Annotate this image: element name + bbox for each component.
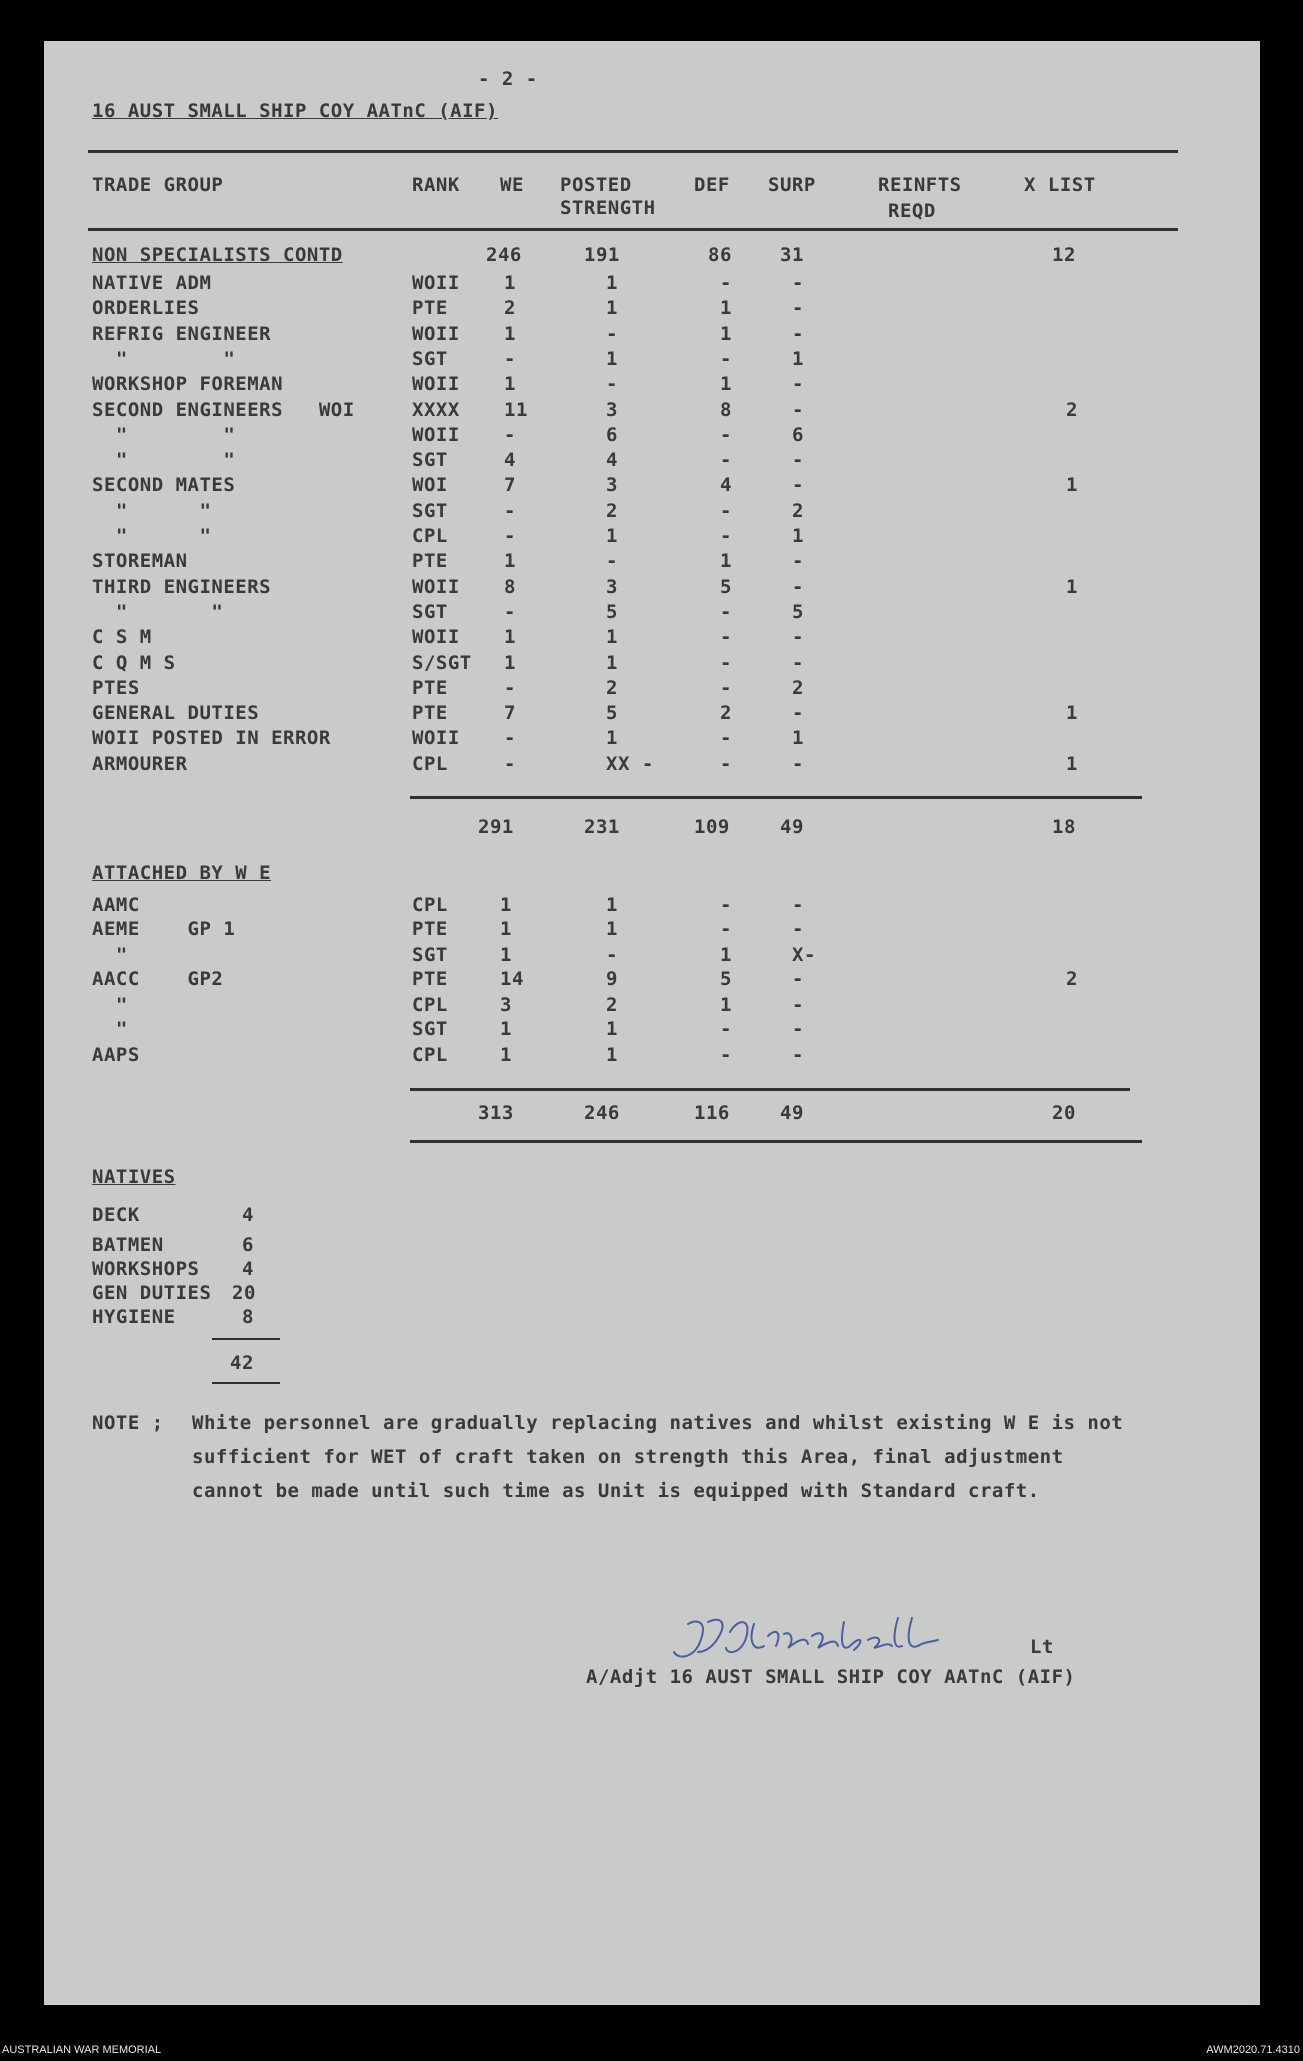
we-cell: 1 [500,1044,512,1066]
def-cell: - [720,894,732,916]
posted-cell: 2 [606,676,618,699]
posted-cell: 2 [606,499,618,522]
surp-cell: 5 [792,600,804,623]
rank-cell: PTE [412,676,448,699]
posted-cell: XX - [606,752,654,775]
we-cell: - [504,600,516,623]
header-rule-bottom [88,228,1178,231]
rank-cell: PTE [412,702,448,725]
we-cell: 7 [504,702,516,725]
def-cell: 1 [720,994,732,1016]
trade-cell: GENERAL DUTIES [92,702,260,725]
surp-cell: - [792,651,804,674]
surp-cell: - [792,449,804,472]
we-cell: 1 [500,918,512,940]
def-cell: - [720,347,732,370]
posted-cell: 4 [606,449,618,472]
surp-cell: - [792,894,804,916]
we-cell: 1 [500,1018,512,1040]
we-cell: 1 [504,651,516,674]
surp-cell: 2 [792,499,804,522]
header-rank: RANK [412,174,460,196]
posted-cell: 1 [606,651,618,674]
rank-cell: WOI [412,474,448,497]
surp-cell: 6 [792,423,804,446]
header-we: WE [500,174,524,196]
posted-cell: - [606,322,618,345]
rank-cell: WOII [412,272,460,294]
def-cell: - [720,651,732,674]
page-number: - 2 - [478,68,538,90]
def-cell: 5 [720,575,732,598]
rank-cell: WOII [412,727,460,750]
def-cell: - [720,1044,732,1066]
trade-cell: ORDERLIES [92,297,200,320]
surp-cell: X- [792,944,816,966]
def-cell: - [720,499,732,522]
def-cell: 1 [720,297,732,320]
trade-cell: AEME GP 1 [92,918,236,940]
rank-cell: WOII [412,626,460,649]
surp-cell: - [792,575,804,598]
surp-cell: - [792,373,804,396]
posted-cell: 1 [606,1018,618,1040]
rank-cell: SGT [412,347,448,370]
total1-surp: 49 [780,816,804,838]
surp-cell: - [792,474,804,497]
trade-cell: C S M [92,626,152,649]
note-line-2: sufficient for WET of craft taken on strength this Area, final adjustment [192,1446,1064,1468]
posted-cell: - [606,944,618,966]
note-line-1: White personnel are gradually replacing natives and whilst existing W E is not [192,1412,1124,1434]
rank-cell: PTE [412,297,448,320]
trade-cell: " [92,994,128,1016]
note-line-3: cannot be made until such time as Unit is equipped with Standard craft. [192,1480,1040,1502]
def-cell: 2 [720,702,732,725]
native-label: WORKSHOPS [92,1258,200,1280]
rank-cell: CPL [412,1044,448,1066]
def-cell: 1 [720,944,732,966]
section-heading-non-specialists: NON SPECIALISTS CONTD [92,244,343,266]
posted-cell: 1 [606,272,618,294]
carried-xlist: 12 [1052,244,1076,266]
header-strength: STRENGTH [560,197,656,219]
total2-we: 313 [478,1102,514,1124]
native-label: BATMEN [92,1234,164,1256]
def-cell: - [720,918,732,940]
surp-cell: 1 [792,347,804,370]
xlist-cell: 2 [1066,968,1078,990]
trade-cell: SECOND ENGINEERS WOI [92,398,355,421]
rank-cell: SGT [412,944,448,966]
we-cell: 14 [500,968,524,990]
def-cell: - [720,626,732,649]
total1-posted: 231 [584,816,620,838]
def-cell: 1 [720,373,732,396]
rank-cell: SGT [412,600,448,623]
signature-rank: Lt [1030,1636,1054,1658]
rank-cell: SGT [412,1018,448,1040]
total1-def: 109 [694,816,730,838]
posted-cell: 3 [606,474,618,497]
section-heading-attached: ATTACHED BY W E [92,862,272,884]
trade-cell: C Q M S [92,651,176,674]
native-value: 20 [232,1282,256,1304]
trade-cell: WORKSHOP FOREMAN [92,373,284,396]
rank-cell: CPL [412,894,448,916]
def-cell: - [720,676,732,699]
signature-line: A/Adjt 16 AUST SMALL SHIP COY AATnC (AIF) [586,1666,1076,1688]
we-cell: - [504,423,516,446]
trade-cell: THIRD ENGINEERS [92,575,272,598]
we-cell: 1 [504,373,516,396]
total2-posted: 246 [584,1102,620,1124]
carried-def: 86 [708,244,732,266]
section1-total-rule [410,796,1142,799]
trade-cell: " " [92,600,224,623]
trade-cell: REFRIG ENGINEER [92,322,272,345]
trade-cell: " " [92,525,212,547]
surp-cell: - [792,702,804,725]
native-value: 8 [242,1306,254,1328]
def-cell: 1 [720,550,732,573]
we-cell: 1 [504,626,516,649]
trade-cell: AACC GP2 [92,968,224,990]
we-cell: 2 [504,297,516,320]
natives-total-rule-bottom [212,1382,280,1384]
posted-cell: 1 [606,626,618,649]
native-value: 4 [242,1258,254,1280]
header-def: DEF [694,174,730,196]
def-cell: - [720,600,732,623]
posted-cell: 1 [606,347,618,370]
posted-cell: 1 [606,297,618,320]
we-cell: - [504,727,516,750]
total1-we: 291 [478,816,514,838]
rank-cell: PTE [412,968,448,990]
we-cell: 1 [504,550,516,573]
we-cell: 3 [500,994,512,1016]
rank-cell: PTE [412,918,448,940]
total2-surp: 49 [780,1102,804,1124]
posted-cell: 1 [606,918,618,940]
rank-cell: CPL [412,525,448,547]
xlist-cell: 1 [1066,474,1078,497]
native-value: 4 [242,1204,254,1226]
trade-cell: " " [92,449,236,472]
header-posted: POSTED [560,174,632,196]
native-label: HYGIENE [92,1306,176,1328]
posted-cell: - [606,373,618,396]
we-cell: - [504,499,516,522]
native-label: DECK [92,1204,140,1226]
note-label: NOTE ; [92,1412,164,1434]
posted-cell: 2 [606,994,618,1016]
trade-cell: ARMOURER [92,752,188,775]
surp-cell: 2 [792,676,804,699]
carried-surp: 31 [780,244,804,266]
def-cell: - [720,1018,732,1040]
trade-cell: WOII POSTED IN ERROR [92,727,331,750]
surp-cell: - [792,322,804,345]
posted-cell: 9 [606,968,618,990]
surp-cell: - [792,752,804,775]
natives-total: 42 [230,1352,254,1374]
def-cell: 8 [720,398,732,421]
section2-total-rule-top [410,1088,1130,1091]
we-cell: 8 [504,575,516,598]
surp-cell: - [792,918,804,940]
we-cell: 1 [500,944,512,966]
rank-cell: XXXX [412,398,460,421]
def-cell: 1 [720,322,732,345]
posted-cell: 1 [606,525,618,547]
trade-cell: " [92,944,128,966]
rank-cell: SGT [412,499,448,522]
posted-cell: 1 [606,1044,618,1066]
trade-cell: AAMC [92,894,140,916]
def-cell: - [720,525,732,547]
def-cell: 4 [720,474,732,497]
we-cell: 7 [504,474,516,497]
we-cell: 11 [504,398,528,421]
rank-cell: SGT [412,449,448,472]
surp-cell: - [792,994,804,1016]
surp-cell: - [792,297,804,320]
xlist-cell: 1 [1066,575,1078,598]
surp-cell: - [792,626,804,649]
header-xlist: X LIST [1024,174,1096,196]
def-cell: - [720,752,732,775]
we-cell: - [504,525,516,547]
header-surp: SURP [768,174,816,196]
surp-cell: - [792,272,804,294]
header-reqd: REQD [888,200,936,222]
posted-cell: 6 [606,423,618,446]
carried-posted: 191 [584,244,620,266]
posted-cell: - [606,550,618,573]
xlist-cell: 1 [1066,752,1078,775]
total2-def: 116 [694,1102,730,1124]
def-cell: - [720,423,732,446]
rank-cell: WOII [412,423,460,446]
posted-cell: 1 [606,894,618,916]
rank-cell: S/SGT [412,651,472,674]
rank-cell: CPL [412,994,448,1016]
surp-cell: - [792,550,804,573]
carried-we: 246 [486,244,522,266]
trade-cell: " " [92,423,236,446]
surp-cell: - [792,1044,804,1066]
trade-cell: PTES [92,676,140,699]
we-cell: - [504,752,516,775]
rank-cell: WOII [412,322,460,345]
posted-cell: 5 [606,600,618,623]
we-cell: 4 [504,449,516,472]
handwritten-signature [668,1612,968,1674]
xlist-cell: 1 [1066,702,1078,725]
trade-cell: SECOND MATES [92,474,236,497]
rank-cell: CPL [412,752,448,775]
trade-cell: NATIVE ADM [92,272,212,294]
surp-cell: 1 [792,727,804,750]
header-rule-top [88,150,1178,153]
surp-cell: - [792,398,804,421]
native-value: 6 [242,1234,254,1256]
surp-cell: 1 [792,525,804,547]
def-cell: - [720,449,732,472]
def-cell: 5 [720,968,732,990]
we-cell: 1 [504,272,516,294]
we-cell: - [504,347,516,370]
surp-cell: - [792,968,804,990]
we-cell: 1 [504,322,516,345]
footer-left: AUSTRALIAN WAR MEMORIAL [2,2044,162,2056]
trade-cell: STOREMAN [92,550,188,573]
section-heading-natives: NATIVES [92,1166,176,1188]
posted-cell: 3 [606,575,618,598]
def-cell: - [720,727,732,750]
footer-right: AWM2020.71.4310 [1206,2044,1300,2056]
posted-cell: 1 [606,727,618,750]
rank-cell: PTE [412,550,448,573]
trade-cell: AAPS [92,1044,140,1066]
we-cell: 1 [500,894,512,916]
posted-cell: 3 [606,398,618,421]
surp-cell: - [792,1018,804,1040]
trade-cell: " " [92,347,236,370]
rank-cell: WOII [412,373,460,396]
total1-xlist: 18 [1052,816,1076,838]
xlist-cell: 2 [1066,398,1078,421]
trade-cell: " [92,1018,128,1040]
header-reinfts: REINFTS [878,174,962,196]
total2-xlist: 20 [1052,1102,1076,1124]
def-cell: - [720,272,732,294]
we-cell: - [504,676,516,699]
native-label: GEN DUTIES [92,1282,212,1304]
header-trade-group: TRADE GROUP [92,174,224,196]
posted-cell: 5 [606,702,618,725]
rank-cell: WOII [412,575,460,598]
trade-cell: " " [92,499,212,522]
document-title: 16 AUST SMALL SHIP COY AATnC (AIF) [92,100,498,122]
section2-total-rule-bottom [410,1140,1142,1143]
natives-total-rule-top [212,1338,280,1340]
